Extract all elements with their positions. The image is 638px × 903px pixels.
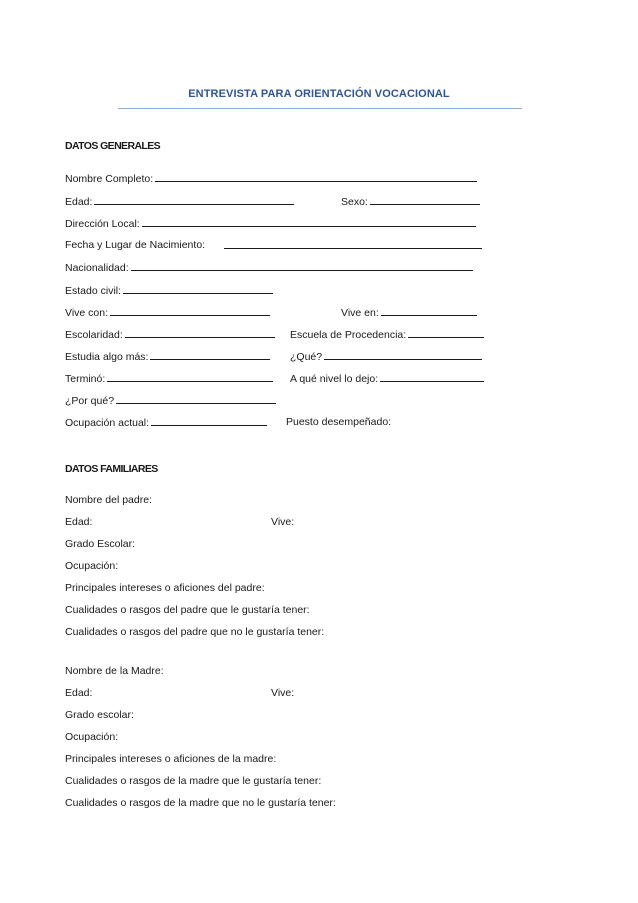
field-ocupacion-actual[interactable]: [151, 416, 267, 426]
row-direccion: [65, 217, 476, 231]
label-sexo: Sexo:: [341, 196, 368, 208]
label-ocupacion-actual: Ocupación actual:: [65, 417, 150, 429]
label-cualidades-no-madre: Cualidades o rasgos de la madre que no le gustaría tener:: [65, 797, 336, 809]
label-vive-con: Vive con:: [65, 307, 108, 319]
document-title: ENTREVISTA PARA ORIENTACIÓN VOCACIONAL: [188, 88, 450, 100]
label-estado-civil: Estado civil:: [65, 285, 122, 297]
row-vive-con: [65, 306, 270, 320]
field-vive-en[interactable]: [381, 306, 477, 316]
row-ocupacion-actual: [65, 416, 267, 430]
row-escolaridad: [65, 328, 275, 342]
label-puesto-desempenado: Puesto desempeñado:: [286, 416, 392, 428]
field-vive-con[interactable]: [110, 306, 270, 316]
label-intereses-madre: Principales intereses o aficiones de la madre:: [65, 753, 277, 765]
label-cualidades-si-madre: Cualidades o rasgos de la madre que le gustaría tener:: [65, 775, 322, 787]
label-nombre-madre: Nombre de la Madre:: [65, 665, 164, 677]
label-escolaridad: Escolaridad:: [65, 329, 123, 341]
label-cualidades-si-padre: Cualidades o rasgos del padre que le gustaría tener:: [65, 604, 310, 616]
label-edad-padre: Edad:: [65, 516, 93, 528]
label-edad: Edad:: [65, 196, 93, 208]
field-estado-civil[interactable]: [123, 284, 273, 294]
field-a-que-nivel[interactable]: [380, 372, 484, 382]
field-direccion-local[interactable]: [142, 217, 476, 227]
field-nombre-completo[interactable]: [155, 172, 477, 182]
title-underline: [118, 108, 522, 109]
row-estado-civil: [65, 284, 273, 298]
label-fecha-lugar-nacimiento: Fecha y Lugar de Nacimiento:: [65, 239, 206, 251]
row-nacionalidad: [65, 261, 473, 275]
label-por-que: ¿Por qué?: [65, 395, 115, 407]
label-nacionalidad: Nacionalidad:: [65, 262, 129, 274]
label-intereses-padre: Principales intereses o aficiones del padre:: [65, 582, 265, 594]
label-estudia-algo-mas: Estudia algo más:: [65, 351, 149, 363]
label-vive-en: Vive en:: [341, 307, 379, 319]
field-sexo[interactable]: [370, 195, 480, 205]
field-edad[interactable]: [94, 195, 294, 205]
row-nombre-completo: [65, 172, 477, 186]
row-por-que: [65, 394, 276, 408]
label-cualidades-no-padre: Cualidades o rasgos del padre que no le gustaría tener:: [65, 626, 325, 638]
label-grado-madre: Grado escolar:: [65, 709, 134, 721]
section-datos-familiares: DATOS FAMILIARES: [65, 463, 158, 475]
field-estudia-algo-mas[interactable]: [150, 350, 270, 360]
label-que: ¿Qué?: [290, 351, 323, 363]
row-a-que-nivel: [290, 372, 484, 386]
row-estudia-algo-mas: [65, 350, 270, 364]
label-vive-padre: Vive:: [271, 516, 295, 528]
field-por-que[interactable]: [116, 394, 276, 404]
row-escuela-procedencia: [290, 328, 484, 342]
label-nombre-completo: Nombre Completo:: [65, 173, 154, 185]
row-edad: [65, 195, 294, 209]
section-datos-generales: DATOS GENERALES: [65, 140, 161, 152]
row-que: [290, 350, 482, 364]
row-fecha-lugar: [65, 239, 205, 252]
field-fecha-lugar-nacimiento[interactable]: [224, 239, 482, 249]
field-nacionalidad[interactable]: [131, 261, 473, 271]
field-escolaridad[interactable]: [125, 328, 275, 338]
label-a-que-nivel: A qué nivel lo dejo:: [290, 373, 379, 385]
label-escuela-procedencia: Escuela de Procedencia:: [290, 329, 407, 341]
label-grado-padre: Grado Escolar:: [65, 538, 136, 550]
label-vive-madre: Vive:: [271, 687, 295, 699]
field-termino[interactable]: [107, 372, 273, 382]
label-edad-madre: Edad:: [65, 687, 93, 699]
row-vive-en: [341, 306, 477, 320]
label-termino: Terminó:: [65, 373, 106, 385]
label-nombre-padre: Nombre del padre:: [65, 494, 152, 506]
row-termino: [65, 372, 273, 386]
field-escuela-procedencia[interactable]: [408, 328, 484, 338]
row-sexo: [341, 195, 480, 209]
label-ocupacion-madre: Ocupación:: [65, 731, 119, 743]
label-ocupacion-padre: Ocupación:: [65, 560, 119, 572]
label-direccion-local: Dirección Local:: [65, 218, 140, 230]
field-que[interactable]: [324, 350, 482, 360]
row-puesto: [286, 416, 391, 429]
